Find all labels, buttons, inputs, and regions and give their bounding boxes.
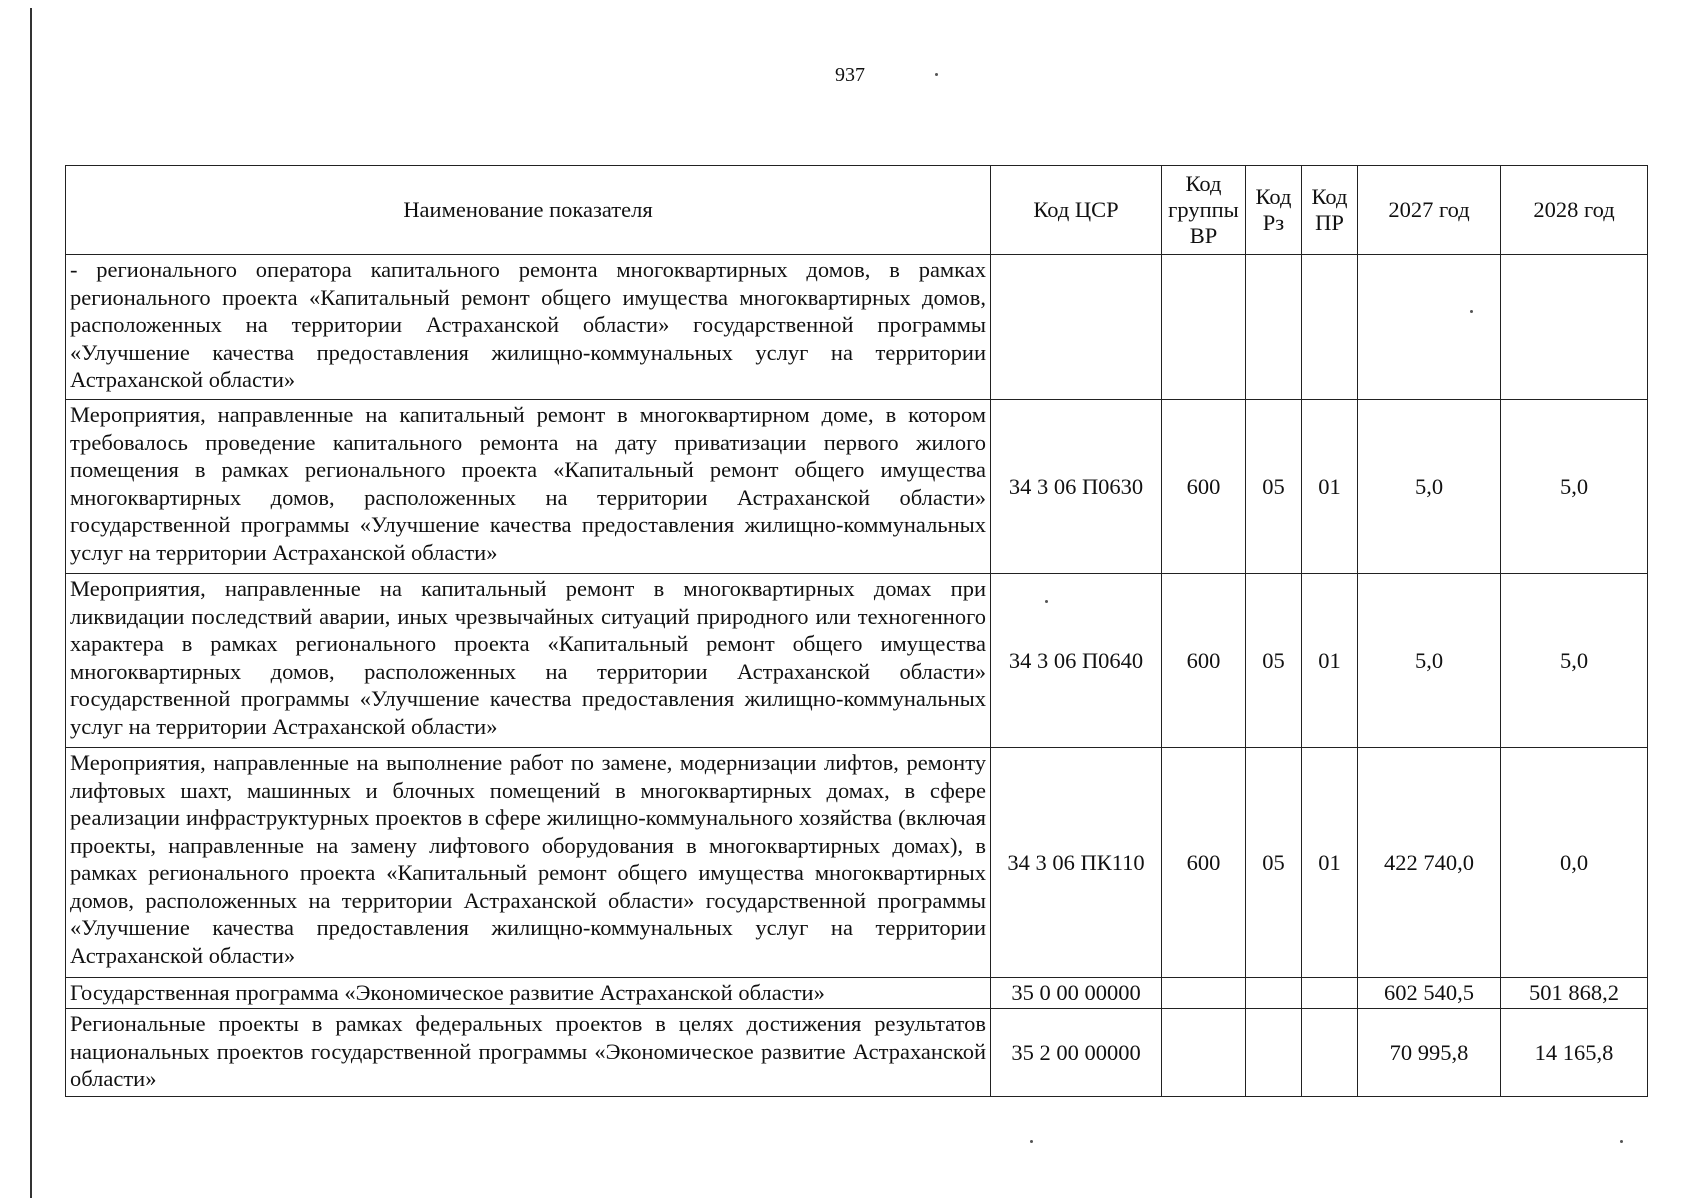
row-name: - регионального оператора капитального ремонта многоквартирных домов, в рамках регионального проекта «Капитальный ремонт общего имущества многоквартирных домов, расположенных на территории Астраханской области» государственной программы «Улучшение качества предоставления жилищно-коммунальных услуг на территории Астраханской области» (66, 255, 991, 400)
row-pr (1302, 255, 1358, 400)
row-csr: 34 3 06 ПК110 (991, 748, 1162, 978)
scan-speck (1045, 600, 1048, 603)
row-2028 (1501, 255, 1648, 400)
row-2027: 70 995,8 (1358, 1009, 1501, 1097)
table-header-row (66, 166, 1648, 255)
row-vr (1162, 1009, 1246, 1097)
row-name: Мероприятия, направленные на выполнение работ по замене, модернизации лифтов, ремонту лифтовых шахт, машинных и блочных помещений в многоквартирных домах, в сфере реализации инфраструктурных проектов в сфере жилищно-коммунального хозяйства (включая проекты, направленные на замену лифтового оборудования в многоквартирных домах), в рамках регионального проекта «Капитальный ремонт общего имущества многоквартирных домов, расположенных на территории Астраханской области» государственной программы «Улучшение качества предоставления жилищно-коммунальных услуг на территории Астраханской области» (66, 748, 991, 978)
row-2028: 0,0 (1501, 748, 1648, 978)
row-pr: 01 (1302, 574, 1358, 748)
row-2027 (1358, 255, 1501, 400)
header-2027: 2027 год (1358, 166, 1501, 255)
row-csr: 35 2 00 00000 (991, 1009, 1162, 1097)
row-rz: 05 (1246, 574, 1302, 748)
table-row (66, 400, 1648, 574)
row-rz: 05 (1246, 400, 1302, 574)
row-rz: 05 (1246, 748, 1302, 978)
row-csr: 35 0 00 00000 (991, 978, 1162, 1009)
row-pr: 01 (1302, 400, 1358, 574)
row-csr: 34 3 06 П0640 (991, 574, 1162, 748)
table-row (66, 748, 1648, 978)
header-vr: Код группы ВР (1162, 166, 1246, 255)
row-pr: 01 (1302, 748, 1358, 978)
scan-speck (935, 73, 938, 76)
header-rz: Код Рз (1246, 166, 1302, 255)
header-csr: Код ЦСР (991, 166, 1162, 255)
row-vr: 600 (1162, 400, 1246, 574)
table-row (66, 574, 1648, 748)
row-2028: 5,0 (1501, 400, 1648, 574)
row-rz (1246, 978, 1302, 1009)
row-2027: 5,0 (1358, 574, 1501, 748)
page-number: 937 (835, 64, 865, 86)
row-name: Мероприятия, направленные на капитальный ремонт в многоквартирных домах при ликвидации последствий аварии, иных чрезвычайных ситуаций природного или техногенного характера в рамках регионального проекта «Капитальный ремонт общего имущества многоквартирных домов, расположенных на территории Астраханской области» государственной программы «Улучшение качества предоставления жилищно-коммунальных услуг на территории Астраханской области» (66, 574, 991, 748)
row-2027: 422 740,0 (1358, 748, 1501, 978)
row-pr (1302, 978, 1358, 1009)
row-csr: 34 3 06 П0630 (991, 400, 1162, 574)
row-name: Мероприятия, направленные на капитальный ремонт в многоквартирном доме, в котором требовалось проведение капитального ремонта на дату приватизации первого жилого помещения в рамках регионального проекта «Капитальный ремонт общего имущества многоквартирных домов, расположенных на территории Астраханской области» государственной программы «Улучшение качества предоставления жилищно-коммунальных услуг на территории Астраханской области» (66, 400, 991, 574)
row-2028: 14 165,8 (1501, 1009, 1648, 1097)
row-2027: 602 540,5 (1358, 978, 1501, 1009)
table-row (66, 978, 1648, 1009)
header-name: Наименование показателя (66, 166, 991, 255)
scan-speck (1620, 1140, 1623, 1143)
scan-speck (1030, 1140, 1033, 1143)
scan-speck (1470, 310, 1473, 313)
budget-table (65, 165, 1648, 1097)
header-2028: 2028 год (1501, 166, 1648, 255)
row-2027: 5,0 (1358, 400, 1501, 574)
row-pr (1302, 1009, 1358, 1097)
row-vr: 600 (1162, 748, 1246, 978)
row-name: Государственная программа «Экономическое развитие Астраханской области» (66, 978, 991, 1009)
row-2028: 5,0 (1501, 574, 1648, 748)
row-vr (1162, 255, 1246, 400)
table-row (66, 255, 1648, 400)
row-rz (1246, 255, 1302, 400)
header-pr: Код ПР (1302, 166, 1358, 255)
table-row (66, 1009, 1648, 1097)
row-rz (1246, 1009, 1302, 1097)
row-2028: 501 868,2 (1501, 978, 1648, 1009)
row-vr (1162, 978, 1246, 1009)
row-vr: 600 (1162, 574, 1246, 748)
scan-edge-line (30, 8, 32, 1198)
row-csr (991, 255, 1162, 400)
row-name: Региональные проекты в рамках федеральных проектов в целях достижения результатов национальных проектов государственной программы «Экономическое развитие Астраханской области» (66, 1009, 991, 1097)
